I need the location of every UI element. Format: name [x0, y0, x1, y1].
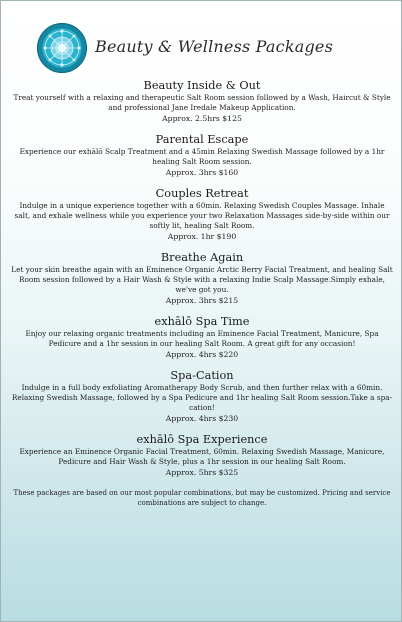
package-price: Approx. 2.5hrs $125: [162, 114, 242, 123]
package-description: Indulge in a unique experience together with a 60min. Relaxing Swedish Couples Massage. Inhale salt, and exhale wellness while you experience your two Relaxation Massages side-by-side within our softly lit, healing Salt Room.: [14, 201, 390, 230]
package-item: [11, 433, 393, 478]
footer-note: These packages are based on our most popular combinations, but may be customized. Pricing and service combinations are subject to change.: [13, 489, 391, 507]
package-item: [11, 133, 393, 178]
package-price: Approx. 4hrs $220: [165, 350, 239, 359]
package-price: Approx. 4hrs $230: [165, 414, 239, 423]
package-name: Breathe Again: [160, 251, 244, 264]
package-name: Spa-Cation: [170, 369, 234, 382]
header: [1, 1, 402, 79]
package-item: [11, 251, 393, 306]
package-name: exhālō Spa Time: [154, 315, 250, 328]
package-price: Approx. 3hrs $215: [165, 296, 239, 305]
package-price: Approx. 1hr $190: [167, 232, 237, 241]
package-item: [11, 187, 393, 242]
package-description: Experience our exhālō Scalp Treatment and a 45min Relaxing Swedish Massage followed by a 1hr healing Salt Room session.: [19, 147, 385, 166]
package-name: Parental Escape: [155, 133, 249, 146]
package-description: Experience an Eminence Organic Facial Treatment, 60min. Relaxing Swedish Massage, Manicure, Pedicure and Hair Wash & Style, plus a 1hr session in our healing Salt Room.: [19, 447, 385, 466]
package-description: Treat yourself with a relaxing and therapeutic Salt Room session followed by a Wash, Haircut & Style and professional Jane Iredale Makeup Application.: [13, 93, 391, 112]
page-title: Beauty & Wellness Packages: [95, 37, 333, 56]
package-name: Couples Retreat: [155, 187, 249, 200]
packages-list: [11, 79, 393, 515]
package-description: Indulge in a full body exfoliating Aromatherapy Body Scrub, and then further relax with a 60min. Relaxing Swedish Massage, followed by a Spa Pedicure and 1hr healing Salt Room session.Take a spa-cation!: [11, 383, 393, 412]
package-item: [11, 315, 393, 360]
package-name: exhālō Spa Experience: [136, 433, 268, 446]
package-item: [11, 369, 393, 424]
package-price: Approx. 5hrs $325: [165, 468, 239, 477]
salt-mandala-icon: [37, 23, 87, 73]
package-name: Beauty Inside & Out: [143, 79, 261, 92]
package-description: Let your skin breathe again with an Eminence Organic Arctic Berry Facial Treatment, and healing Salt Room session followed by a Hair Wash & Style with a relaxing Indie Scalp Massage.Simply exhale, we've got you.: [11, 265, 393, 294]
package-description: Enjoy our relaxing organic treatments including an Eminence Facial Treatment, Manicure, Spa Pedicure and a 1hr session in our healing Salt Room. A great gift for any occasion!: [25, 329, 379, 348]
package-price: Approx. 3hrs $160: [165, 168, 239, 177]
package-item: [11, 79, 393, 124]
